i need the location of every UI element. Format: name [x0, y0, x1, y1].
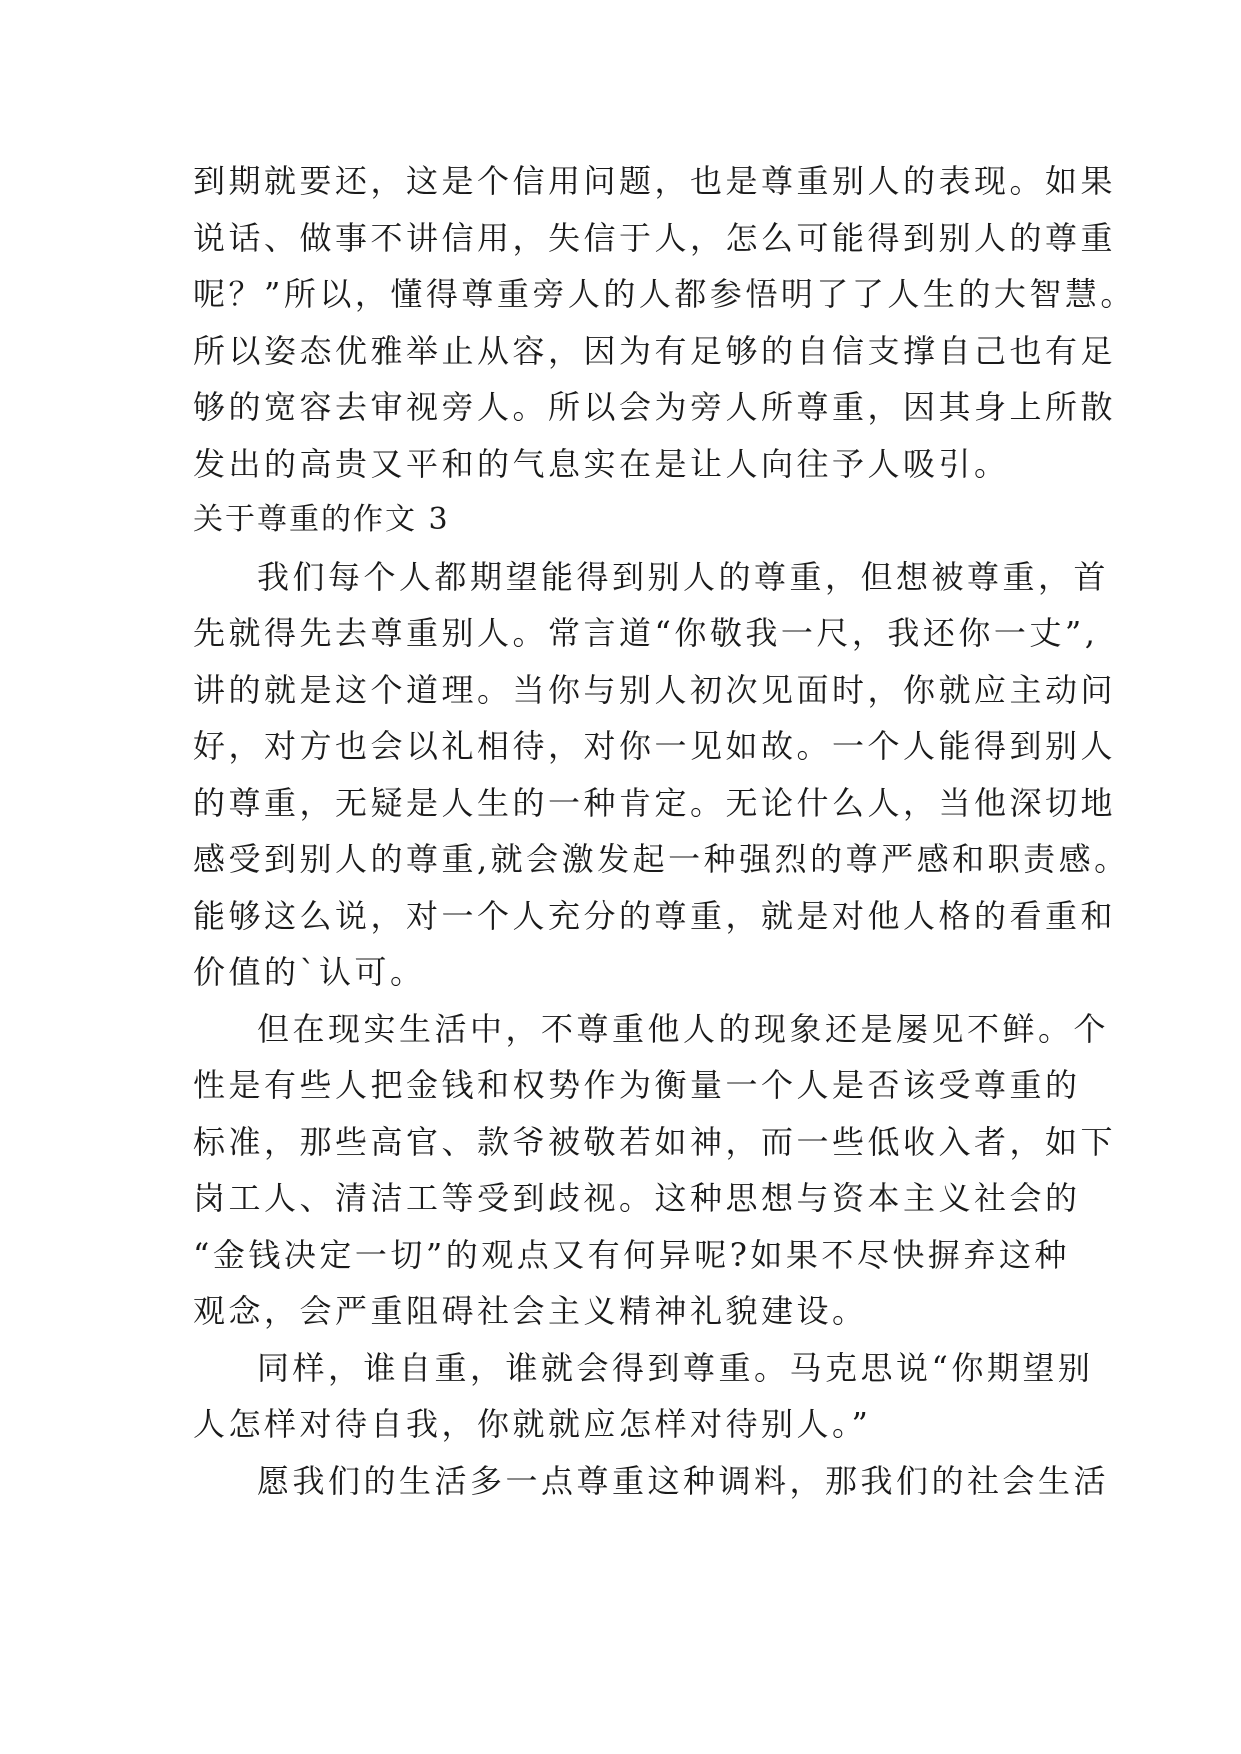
paragraph-line: 观念，会严重阻碍社会主义精神礼貌建设。	[193, 1292, 868, 1330]
paragraph-3	[193, 1340, 1094, 1453]
paragraph-line: 同样，谁自重，谁就会得到尊重。马克思说“你期望别	[257, 1348, 1094, 1387]
paragraph-line: 但在现实生活中，不尊重他人的现象还是屡见不鲜。个	[257, 1009, 1110, 1048]
paragraph-line: 性是有些人把金钱和权势作为衡量一个人是否该受尊重的	[193, 1066, 1081, 1104]
paragraph-line: 价值的`认可。	[193, 953, 426, 991]
paragraph-line: 到期就要还，这是个信用问题，也是尊重别人的表现。如果	[193, 162, 1117, 200]
paragraph-2	[193, 1001, 1117, 1340]
paragraph-line: 的尊重，无疑是人生的一种肯定。无论什么人，当他深切地	[193, 783, 1117, 822]
paragraph-line: “金钱决定一切”的观点又有何异呢?如果不尽快摒弃这种	[193, 1235, 1070, 1274]
paragraph-line: 讲的就是这个道理。当你与别人初次见面时，你就应主动问	[193, 670, 1117, 709]
paragraph-line: 好，对方也会以礼相待，对你一见如故。一个人能得到别人	[193, 727, 1117, 765]
paragraph-line: 能够这么说，对一个人充分的尊重，就是对他人格的看重和	[193, 896, 1117, 935]
paragraph-4	[193, 1453, 1110, 1510]
paragraph-line: 所以姿态优雅举止从容，因为有足够的自信支撑自己也有足	[193, 331, 1117, 370]
paragraph-line: 发出的高贵又平和的气息实在是让人向往予人吸引。	[193, 444, 1010, 483]
paragraph-line: 我们每个人都期望能得到别人的尊重，但想被尊重，首	[257, 557, 1110, 596]
paragraph-line: 岗工人、清洁工等受到歧视。这种思想与资本主义社会的	[193, 1179, 1081, 1217]
continued-paragraph	[193, 153, 1136, 492]
paragraph-line: 标准，那些高官、款爷被敬若如神，而一些低收入者，如下	[193, 1122, 1117, 1161]
paragraph-line: 愿我们的生活多一点尊重这种调料，那我们的社会生活	[257, 1461, 1110, 1500]
paragraph-line: 够的宽容去审视旁人。所以会为旁人所尊重，因其身上所散	[193, 388, 1117, 426]
paragraph-line: 先就得先去尊重别人。常言道“你敬我一尺，我还你一丈”,	[193, 614, 1099, 652]
paragraph-line: 说话、做事不讲信用，失信于人，怎么可能得到别人的尊重	[193, 218, 1117, 257]
paragraph-1	[193, 549, 1130, 1001]
document-body	[193, 153, 1136, 1509]
paragraph-line: 感受到别人的尊重,就会激发起一种强烈的尊严感和职责感。	[193, 840, 1130, 878]
paragraph-line: 人怎样对待自我，你就就应怎样对待别人。”	[193, 1405, 872, 1443]
paragraph-line: 呢？”所以，懂得尊重旁人的人都参悟明了了人生的大智慧。	[193, 275, 1136, 313]
section-heading: 关于尊重的作文 3	[193, 502, 450, 537]
